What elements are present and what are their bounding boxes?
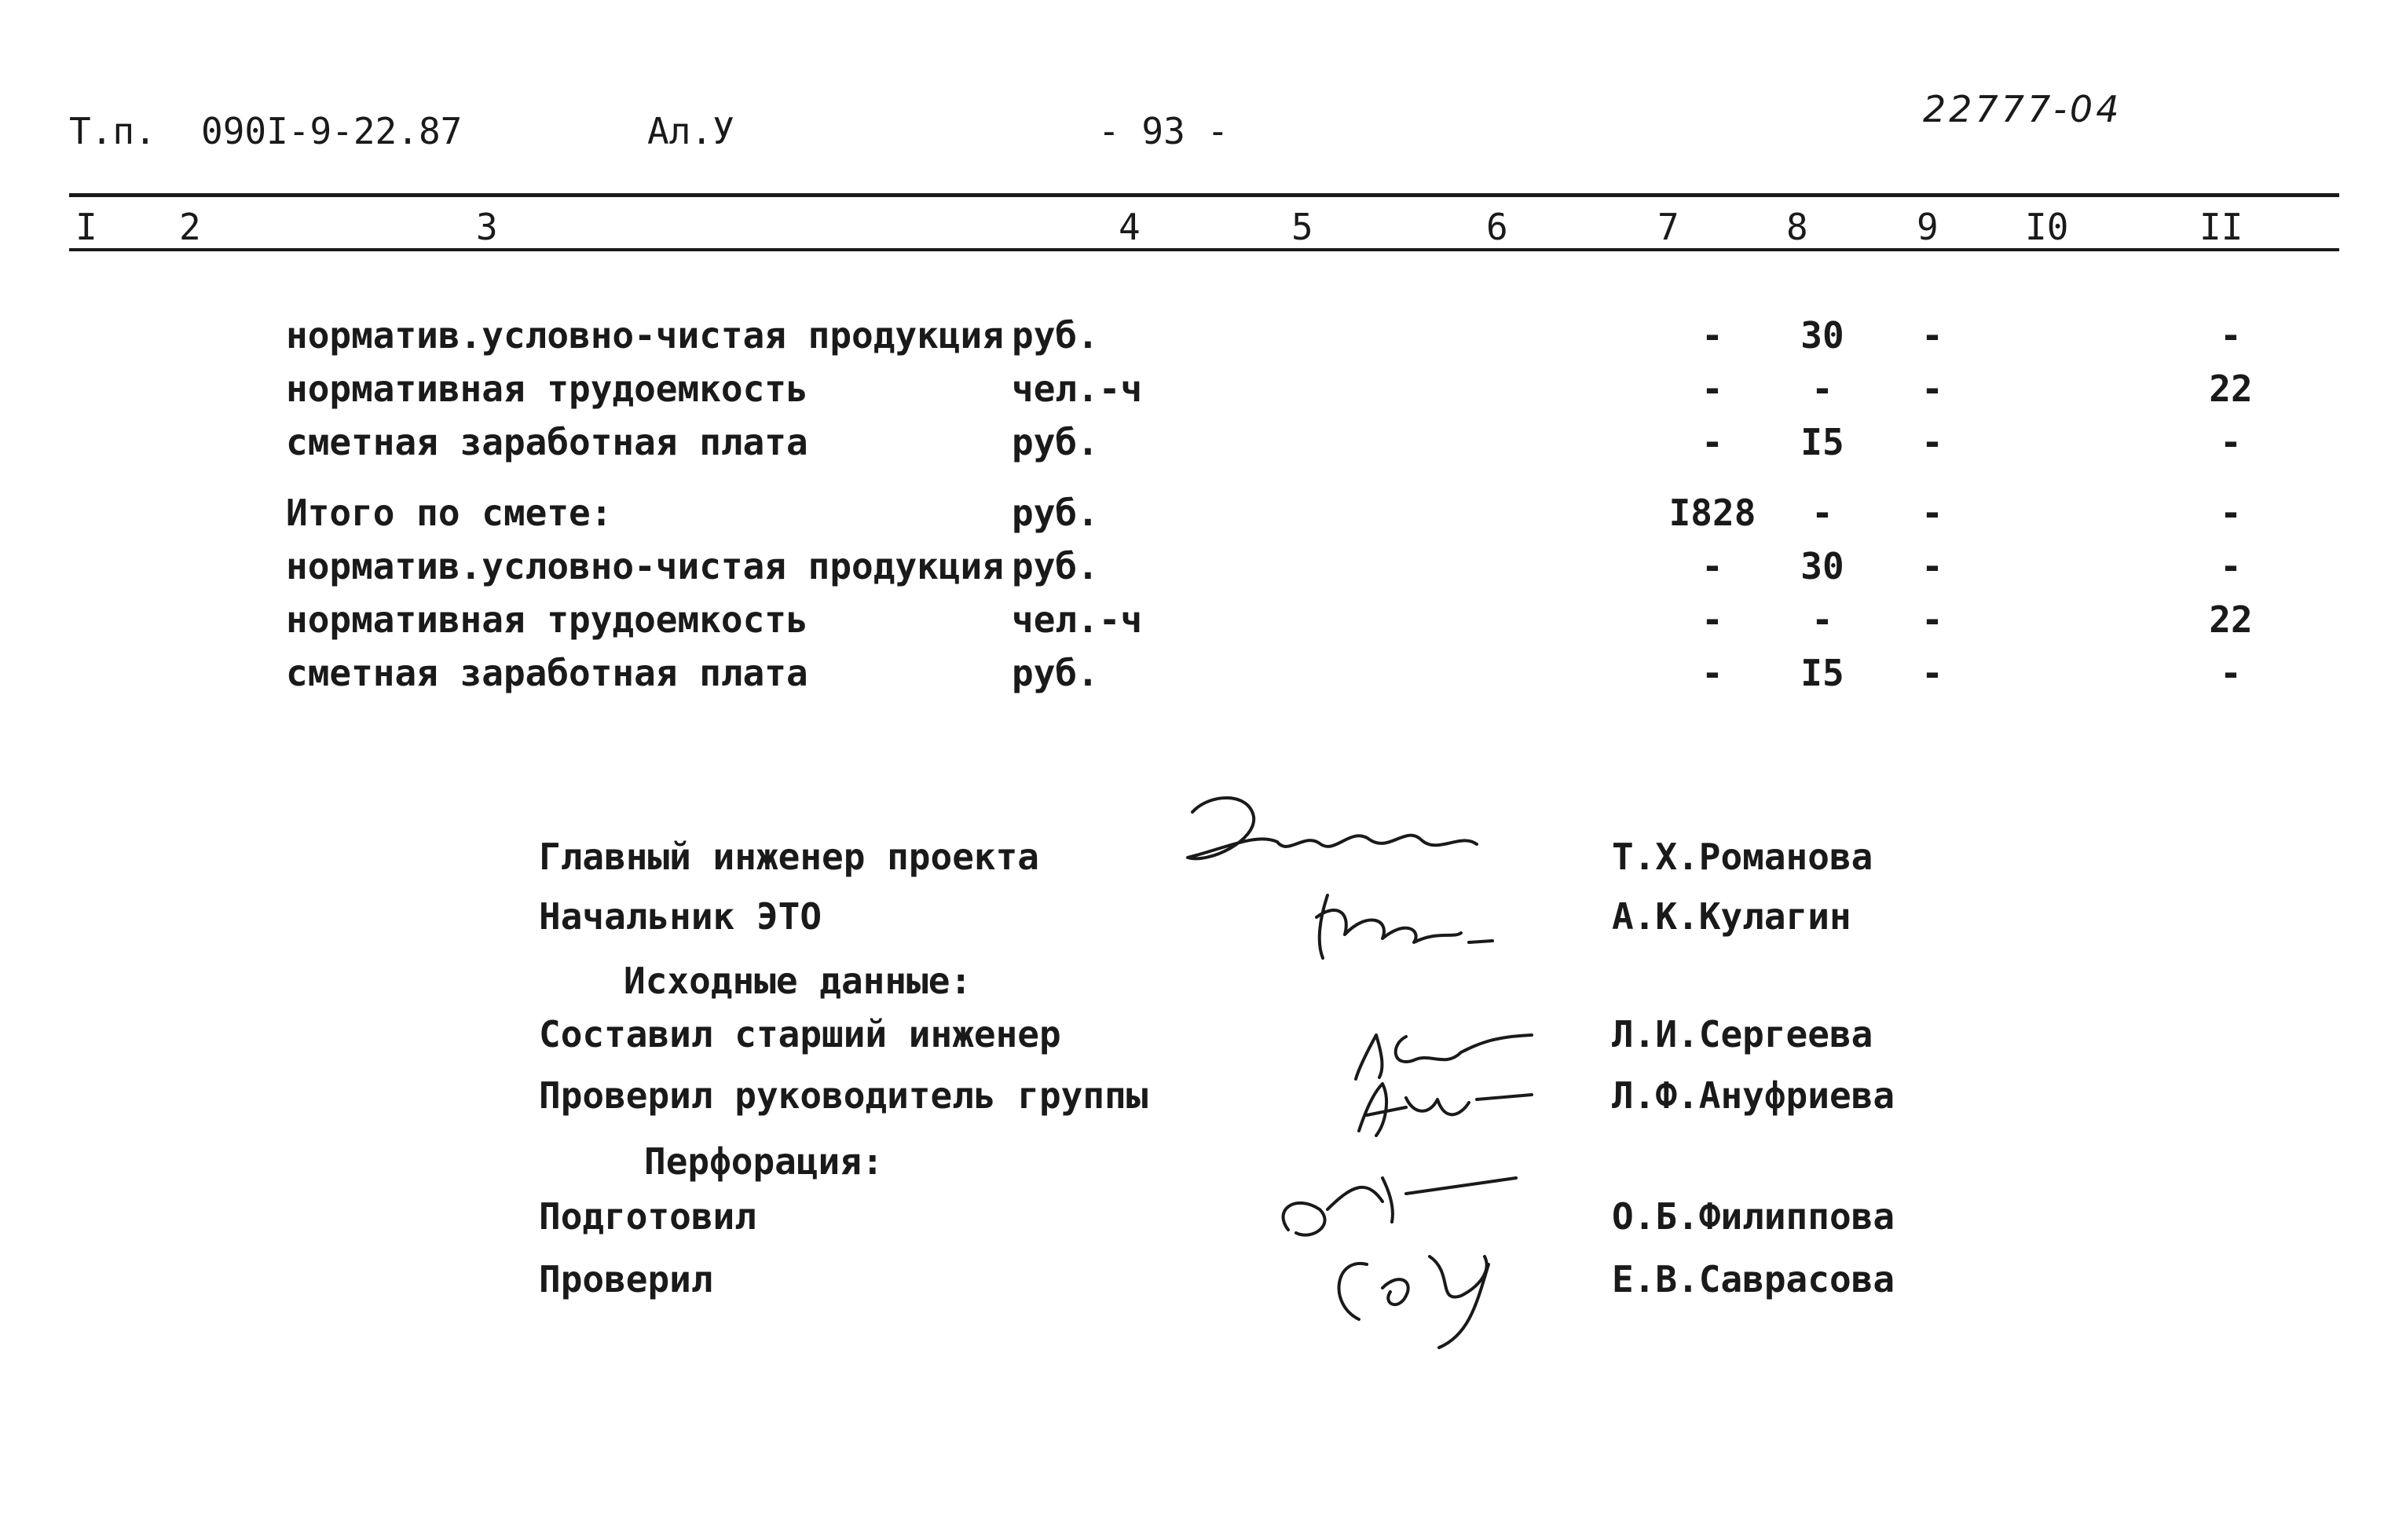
row-col9: -: [1921, 598, 1943, 641]
signature-name: Е.В.Саврасова: [1612, 1258, 1895, 1300]
signature-role: Проверил: [539, 1258, 713, 1300]
row-unit: чел.-ч: [1012, 598, 1143, 641]
col-header-7: 7: [1657, 206, 1679, 248]
signature-role: Проверил руководитель группы: [539, 1074, 1148, 1117]
row-name: сметная заработная плата: [286, 652, 808, 694]
col-header-5: 5: [1291, 206, 1313, 248]
row-col7: -: [1701, 314, 1723, 357]
row-col9: -: [1921, 492, 1943, 534]
col-header-9: 9: [1917, 206, 1939, 248]
row-name: нормативная трудоемкость: [286, 368, 808, 410]
row-col11: 22: [2209, 598, 2253, 641]
signature-name: А.К.Кулагин: [1612, 895, 1851, 938]
row-name: Итого по смете:: [286, 492, 613, 534]
row-col7: I828: [1668, 492, 1756, 534]
row-col8: I5: [1800, 652, 1844, 694]
row-col8: I5: [1800, 421, 1844, 463]
signature-role: Начальник ЭТО: [539, 895, 822, 938]
row-col11: -: [2220, 314, 2242, 357]
row-col9: -: [1921, 652, 1943, 694]
signature-name: О.Б.Филиппова: [1612, 1195, 1895, 1238]
signature-kulagin: [1317, 895, 1492, 958]
signature-role: Подготовил: [539, 1195, 756, 1238]
doc-prefix: Т.п.: [69, 110, 156, 152]
col-header-4: 4: [1119, 206, 1141, 248]
col-header-3: 3: [476, 206, 498, 248]
page-number: - 93 -: [1098, 110, 1229, 152]
signature-name: Т.Х.Романова: [1612, 836, 1873, 878]
row-col7: -: [1701, 652, 1723, 694]
row-unit: чел.-ч: [1012, 368, 1143, 410]
signature-role: Составил старший инженер: [539, 1013, 1061, 1055]
col-header-1: I: [75, 206, 97, 248]
row-unit: руб.: [1012, 314, 1099, 357]
row-unit: руб.: [1012, 545, 1099, 587]
signature-name: Л.И.Сергеева: [1612, 1013, 1873, 1055]
col-header-10: I0: [2025, 206, 2069, 248]
row-col11: -: [2220, 545, 2242, 587]
album-label: Ал.У: [647, 110, 734, 152]
section-heading-label: Перфорация:: [644, 1140, 884, 1183]
row-unit: руб.: [1012, 421, 1099, 463]
row-col8: 30: [1800, 545, 1844, 587]
signature-savrasova: [1339, 1257, 1489, 1348]
row-col9: -: [1921, 421, 1943, 463]
row-col9: -: [1921, 314, 1943, 357]
row-name: норматив.условно-чистая продукция: [286, 545, 1004, 587]
col-header-6: 6: [1486, 206, 1508, 248]
signature-role: Главный инженер проекта: [539, 836, 1039, 878]
row-col8: -: [1811, 598, 1833, 641]
row-name: сметная заработная плата: [286, 421, 808, 463]
col-header-11: II: [2199, 206, 2243, 248]
row-col11: -: [2220, 492, 2242, 534]
row-col11: -: [2220, 421, 2242, 463]
section-heading-label: Исходные данные:: [624, 960, 972, 1002]
row-col7: -: [1701, 598, 1723, 641]
row-name: норматив.условно-чистая продукция: [286, 314, 1004, 357]
row-unit: руб.: [1012, 492, 1099, 534]
row-col9: -: [1921, 368, 1943, 410]
doc-code: 090I-9-22.87: [201, 110, 463, 152]
row-col11: 22: [2209, 368, 2253, 410]
col-header-8: 8: [1786, 206, 1808, 248]
row-col7: -: [1701, 368, 1723, 410]
inventory-number: 22777-04: [1923, 88, 2122, 130]
signature-name: Л.Ф.Ануфриева: [1612, 1074, 1895, 1117]
row-name: нормативная трудоемкость: [286, 598, 808, 641]
row-col8: 30: [1800, 314, 1844, 357]
signature-anufrieva: [1359, 1084, 1532, 1136]
signature-sergeeva: [1356, 1035, 1532, 1079]
row-col7: -: [1701, 545, 1723, 587]
row-col8: -: [1811, 368, 1833, 410]
signature-filippova: [1284, 1178, 1516, 1235]
row-col11: -: [2220, 652, 2242, 694]
row-col8: -: [1811, 492, 1833, 534]
row-unit: руб.: [1012, 652, 1099, 694]
col-header-2: 2: [179, 206, 201, 248]
row-col9: -: [1921, 545, 1943, 587]
row-col7: -: [1701, 421, 1723, 463]
signature-romanova: [1188, 798, 1477, 858]
